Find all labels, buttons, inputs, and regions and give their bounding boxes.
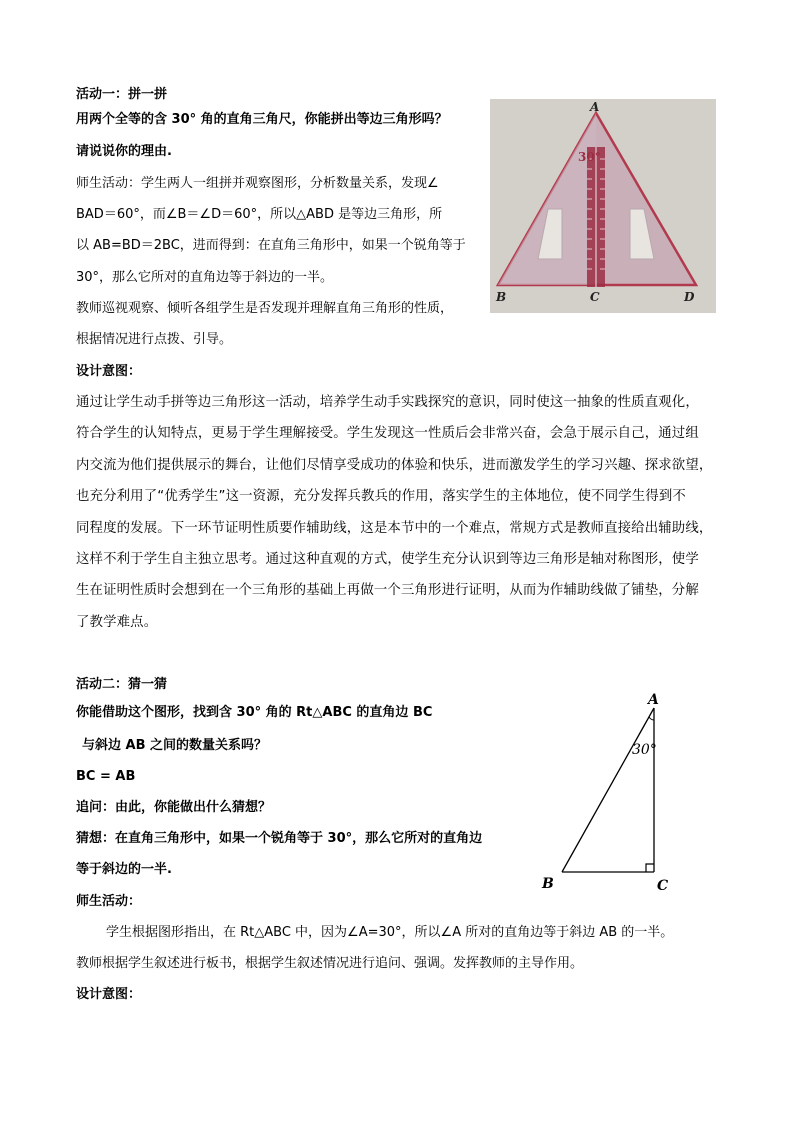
activity1-design-heading: 设计意图： <box>76 364 142 379</box>
design-line: 生在证明性质时会想到在一个三角形的基础上再做一个三角形进行证明，从而为作辅助线做了铺垫，分解 <box>76 583 699 599</box>
angle-arc <box>649 717 654 720</box>
activity1-text-line: 30°，那么它所对的直角边等于斜边的一半。 <box>76 270 334 285</box>
angle-label: 30° <box>632 742 657 758</box>
activity2-conjecture-line1: 猜想：在直角三角形中，如果一个锐角等于 30°，那么它所对的直角边 <box>76 831 483 846</box>
label-a: A <box>590 100 600 114</box>
right-angle-marker <box>646 864 654 872</box>
label-b: B <box>542 876 554 892</box>
equilateral-triangle-photo <box>490 99 716 313</box>
design-line: 同程度的发展。下一环节证明性质要作辅助线，这是本节中的一个难点，常规方式是教师直接给出辅助线， <box>76 520 713 536</box>
activity1-question-line1: 用两个全等的含 30° 角的直角三角尺，你能拼出等边三角形吗？ <box>76 112 448 127</box>
label-c: C <box>590 290 600 304</box>
label-d: D <box>684 290 695 304</box>
activity2-relation: BC = AB <box>76 769 136 784</box>
design-line: 符合学生的认知特点，更易于学生理解接受。学生发现这一性质后会非常兴奋，会急于展示自己，通过组 <box>76 426 699 442</box>
activity2-activity-line2: 教师根据学生叙述进行板书，根据学生叙述情况进行追问、强调。发挥教师的主导作用。 <box>76 956 584 971</box>
activity2-heading: 活动二：猜一猜 <box>76 677 168 692</box>
activity1-text-line: 根据情况进行点拨、引导。 <box>76 332 233 347</box>
hypotenuse-ab <box>562 708 654 872</box>
activity1-question-line2: 请说说你的理由. <box>76 144 172 159</box>
activity2-activity-heading: 师生活动： <box>76 894 142 909</box>
label-b: B <box>496 290 507 304</box>
activity2-followup: 追问：由此，你能做出什么猜想？ <box>76 800 272 815</box>
design-line: 内交流为他们提供展示的舞台，让他们尽情享受成功的体验和快乐，进而激发学生的学习兴趣、探求欲望， <box>76 457 713 473</box>
activity2-design-heading: 设计意图： <box>76 987 142 1002</box>
activity1-text-line: BAD＝60°，而∠B＝∠D＝60°，所以△ABD 是等边三角形，所 <box>76 207 443 222</box>
activity1-text-line: 师生活动：学生两人一组拼并观察图形，分析数量关系，发现∠ <box>76 176 439 191</box>
design-line: 了教学难点。 <box>76 614 158 630</box>
activity1-text-line: 教师巡视观察、倾听各组学生是否发现并理解直角三角形的性质， <box>76 301 454 316</box>
activity1-design-paragraph <box>76 387 716 638</box>
angle-label: 30° <box>578 150 601 164</box>
activity2-conjecture-line2: 等于斜边的一半. <box>76 862 172 877</box>
label-c: C <box>657 878 669 894</box>
design-line: 这样不利于学生自主独立思考。通过这种直观的方式，使学生充分认识到等边三角形是轴对称图形，使学 <box>76 552 699 568</box>
activity2-activity-line1: 学生根据图形指出，在 Rt△ABC 中，因为∠A=30°，所以∠A 所对的直角边等于斜边 AB 的一半。 <box>106 925 674 940</box>
activity2-question-line1: 你能借助这个图形，找到含 30° 角的 Rt△ABC 的直角边 BC <box>76 705 433 720</box>
label-a: A <box>648 692 659 708</box>
design-line: 通过让学生动手拼等边三角形这一活动，培养学生动手实践探究的意识，同时使这一抽象的性质直观化， <box>76 395 699 410</box>
activity1-heading: 活动一：拼一拼 <box>76 87 168 102</box>
design-line: 也充分利用了“优秀学生”这一资源，充分发挥兵教兵的作用，落实学生的主体地位，使不同学生得到不 <box>76 489 686 505</box>
activity1-text-line: 以 AB=BD＝2BC，进而得到：在直角三角形中，如果一个锐角等于 <box>76 238 466 253</box>
activity2-question-line2: 与斜边 AB 之间的数量关系吗？ <box>82 738 268 753</box>
right-triangle-figure <box>536 690 676 896</box>
